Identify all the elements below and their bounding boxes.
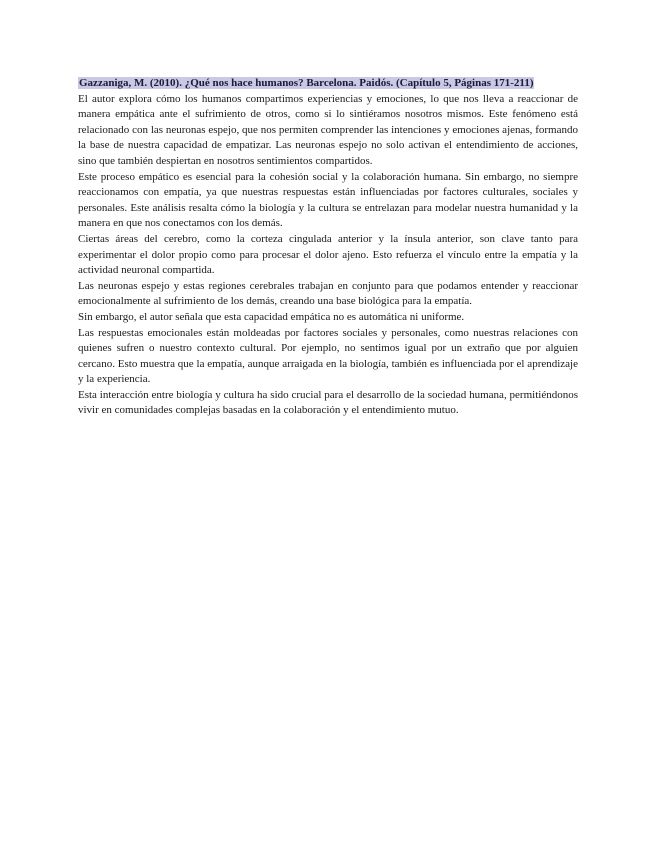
paragraph-4: Las neuronas espejo y estas regiones cerebrales trabajan en conjunto para que podamos entender y reaccionar emocionalmente al sufrimiento de los demás, creando una base biológica para la empatía. <box>78 279 578 308</box>
reference-title-line <box>78 76 578 92</box>
paragraph-3: Ciertas áreas del cerebro, como la corteza cingulada anterior y la ínsula anterior, son clave tanto para experimentar el dolor propio como para procesar el dolor ajeno. Esto refuerza el vínculo entre la empatía y la actividad neuronal compartida. <box>78 232 578 277</box>
reference-title: Gazzaniga, M. (2010). ¿Qué nos hace humanos? Barcelona. Paidós. (Capítulo 5, Páginas 171-211) <box>79 77 534 89</box>
paragraph-1: El autor explora cómo los humanos compartimos experiencias y emociones, lo que nos lleva a reaccionar de manera empática ante el sufrimiento de otros, como si lo sintiéramos nosotros mismos. Este fenómeno está relacionado con las neuronas espejo, que nos permiten comprender las intenciones y emociones ajenas, formando la base de nuestra capacidad de empatizar. Las neuronas espejo no solo activan el entendimiento de acciones, sino que también despiertan en nosotros sentimientos compartidos. <box>78 92 578 167</box>
paragraph-5: Sin embargo, el autor señala que esta capacidad empática no es automática ni uniforme. <box>78 310 465 323</box>
document-body <box>78 76 578 419</box>
paragraph-2: Este proceso empático es esencial para la cohesión social y la colaboración humana. Sin embargo, no siempre reaccionamos con empatía, ya que nuestras respuestas están influenciadas por factores culturales, sociales y personales. Este análisis resalta cómo la biología y la cultura se entrelazan para modelar nuestra humanidad y la manera en que nos conectamos con los demás. <box>78 170 578 230</box>
paragraph-7: Esta interacción entre biología y cultura ha sido crucial para el desarrollo de la sociedad humana, permitiéndonos vivir en comunidades complejas basadas en la colaboración y el entendimiento mutuo. <box>78 388 578 417</box>
paragraph-6: Las respuestas emocionales están moldeadas por factores sociales y personales, como nuestras relaciones con quienes sufren o nuestro contexto cultural. Por ejemplo, no sentimos igual por un extraño que por alguien cercano. Esto muestra que la empatía, aunque arraigada en la biología, también es influenciada por el aprendizaje y la experiencia. <box>78 326 578 386</box>
